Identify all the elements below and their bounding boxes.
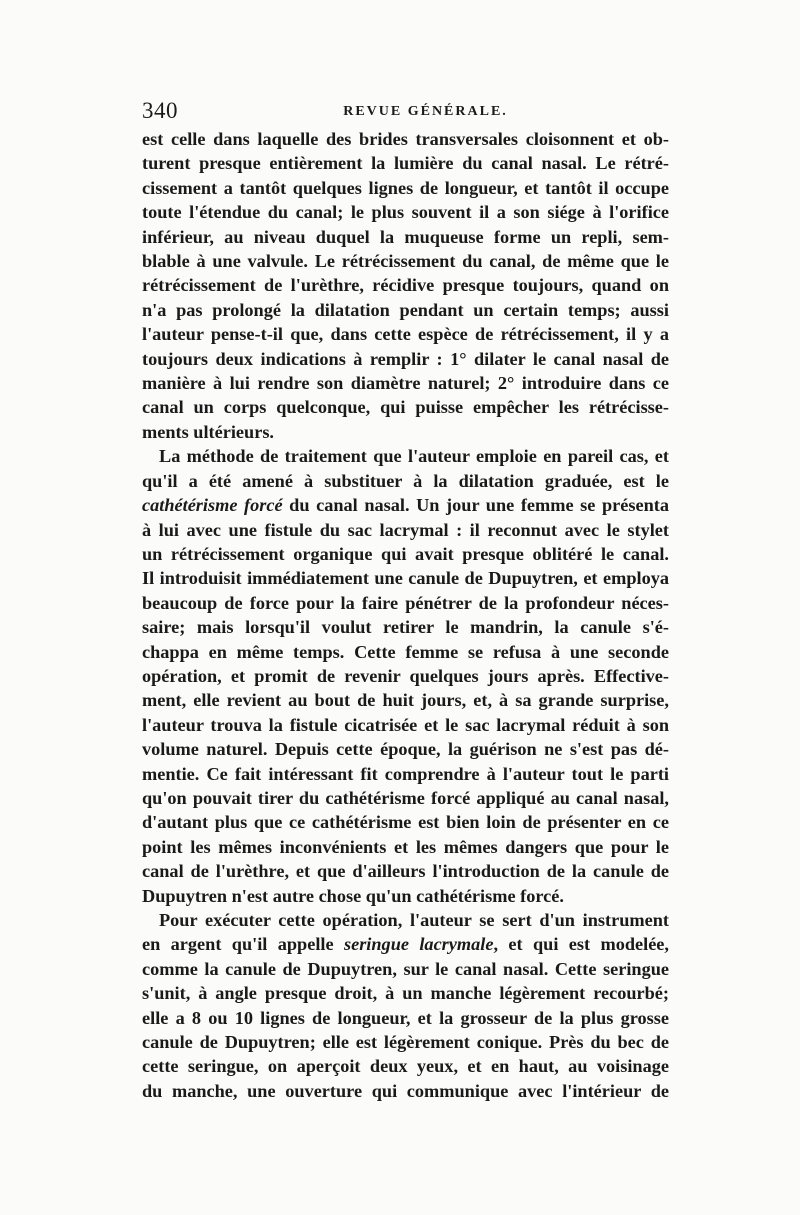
text-line: La méthode de traitement que l'auteur emploie en pareil cas, et [159,446,669,467]
text-line: comme la canule de Dupuytren, sur le canal nasal. Cette seringue [142,958,669,979]
paragraph-3 [142,908,669,1103]
text-line: cette seringue, on aperçoit deux yeux, et en haut, au voisinage [142,1056,669,1077]
text-line: manière à lui rendre son diamètre naturel; 2° introduire dans ce [142,373,669,394]
text-line: beaucoup de force pour la faire pénétrer de la profondeur néces- [142,592,669,613]
text-line: ment, elle revient au bout de huit jours, et, à sa grande surprise, [142,690,669,711]
text-line: elle a 8 ou 10 lignes de longueur, et la grosseur de la plus grosse [142,1007,669,1028]
text-line: rétrécissement de l'urèthre, récidive presque toujours, quand on [142,275,669,296]
italic-phrase: cathétérisme forcé [142,495,283,516]
page-number: 340 [142,98,178,123]
text-line: l'auteur trouva la fistule cicatrisée et le sac lacrymal réduit à son [142,714,669,735]
text-line: cissement a tantôt quelques lignes de longueur, et tantôt il occupe [142,177,669,198]
text-line: n'a pas prolongé la dilatation pendant un certain temps; aussi [142,299,669,320]
text-line: s'unit, à angle presque droit, à un manche légèrement recourbé; [142,983,669,1004]
text-line: canal un corps quelconque, qui puisse empêcher les rétrécisse- [142,397,669,418]
text-line: turent presque entièrement la lumière du canal nasal. Le rétré- [142,153,669,174]
text-line: un rétrécissement organique qui avait presque oblitéré le canal. [142,543,669,564]
text-line: opération, et promit de revenir quelques jours après. Effective- [142,665,669,686]
text-line: Il introduisit immédiatement une canule de Dupuytren, et employa [142,568,669,589]
paragraph-2 [142,444,669,908]
text-line: du manche, une ouverture qui communique avec l'intérieur de [142,1080,669,1101]
text-line: à lui avec une fistule du sac lacrymal : il reconnut avec le stylet [142,519,669,540]
text-line: est celle dans laquelle des brides transversales cloisonnent et ob- [142,129,669,149]
text-line: Dupuytren n'est autre chose qu'un cathétérisme forcé. [142,885,564,906]
text-line: Pour exécuter cette opération, l'auteur se sert d'un instrument [159,910,669,930]
text-line: blable à une valvule. Le rétrécissement du canal, de même que le [142,251,669,272]
text-line: volume naturel. Depuis cette époque, la guérison ne s'est pas dé- [142,739,669,760]
body-text [142,127,669,1103]
text-line: d'autant plus que ce cathétérisme est bien loin de présenter en ce [142,812,669,833]
text-line: inférieur, au niveau duquel la muqueuse forme un repli, sem- [142,226,669,247]
text-line: ments ultérieurs. [142,421,275,442]
italic-phrase: seringue lacrymale [343,934,494,955]
text-line: canule de Dupuytren; elle est légèrement conique. Près du bec de [142,1032,669,1053]
text-line: saire; mais lorsqu'il voulut retirer le mandrin, la canule s'é- [142,617,669,638]
text-line: canal de l'urèthre, et que d'ailleurs l'introduction de la canule de [142,861,669,882]
text-line: qu'il a été amené à substituer à la dilatation graduée, est le [142,470,669,491]
running-head: REVUE GÉNÉRALE. [343,104,508,119]
text-line: point les mêmes inconvénients et les mêmes dangers que pour le [142,836,669,857]
text-line: chappa en même temps. Cette femme se refusa à une seconde [142,641,669,662]
page-header [142,98,669,128]
text-line: l'auteur pense-t-il que, dans cette espèce de rétrécissement, il y a [142,324,669,345]
text-line: qu'on pouvait tirer du cathétérisme forcé appliqué au canal nasal, [142,787,669,808]
text-line italic-line: cathétérisme forcé du canal nasal. Un jour une femme se présenta [142,495,670,516]
text-line: mentie. Ce fait intéressant fit comprendre à l'auteur tout le parti [142,763,669,784]
text-line: toute l'étendue du canal; le plus souvent il a son siége à l'orifice [142,202,669,223]
text-line italic-line: en argent qu'il appelle seringue lacrymale, et qui est modelée, [142,934,669,955]
paragraph-1 [142,127,669,444]
text-line: toujours deux indications à remplir : 1° dilater le canal nasal de [142,348,669,369]
